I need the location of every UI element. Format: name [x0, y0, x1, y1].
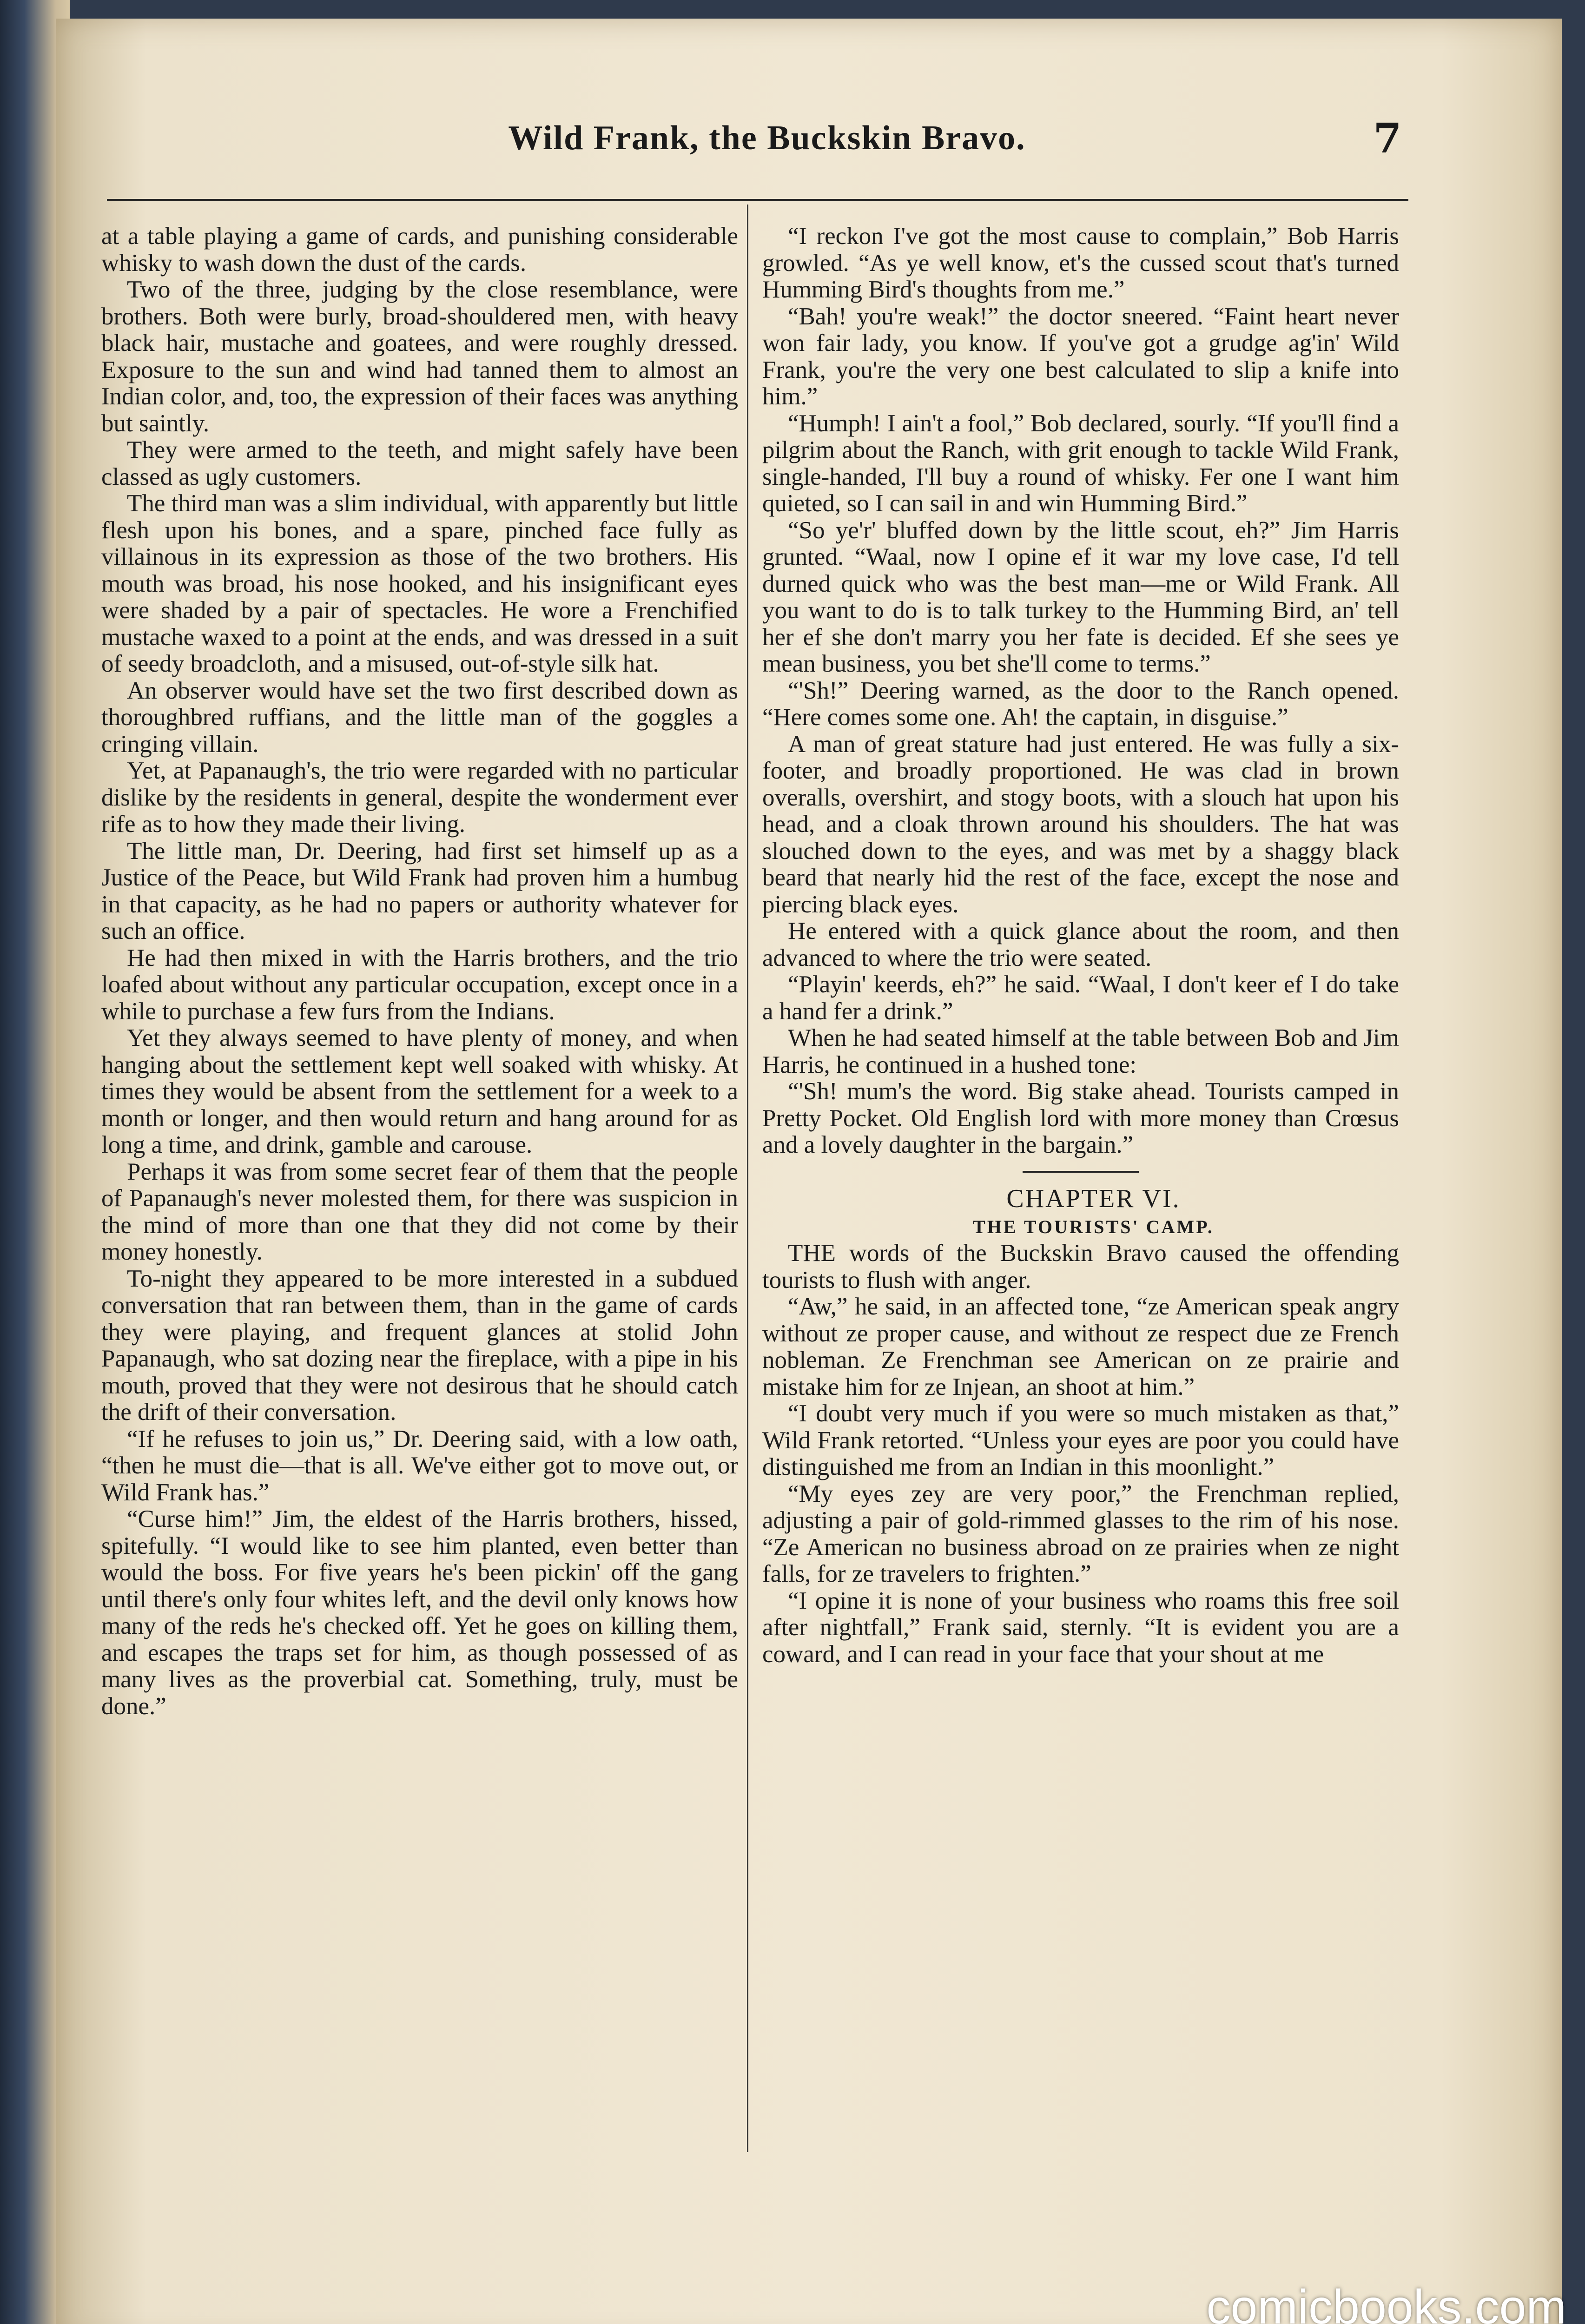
paragraph: “'Sh!” Deering warned, as the door to the Ranch opened. “Here comes some one. Ah! the captain, in disguise.”	[762, 677, 1399, 731]
paragraph: THE words of the Buckskin Bravo caused the offending tourists to flush with anger.	[762, 1240, 1399, 1294]
paragraph: “If he refuses to join us,” Dr. Deering said, with a low oath, “then he must die—that is all. We've either got to move out, or Wild Frank has.”	[101, 1425, 738, 1506]
paragraph: “So ye'r' bluffed down by the little scout, eh?” Jim Harris grunted. “Waal, now I opine ef it war my love case, I'd tell durned quick who was the best man—me or Wild Frank. All you want to do is to talk turkey to the Humming Bird, an' tell her ef she don't marry you her fate is decided. Ef she sees ye mean business, you bet she'll come to terms.”	[762, 516, 1399, 677]
chapter-subtitle: THE TOURISTS' CAMP.	[973, 1216, 1214, 1237]
watermark: comicbooks.com	[1206, 2280, 1566, 2324]
left-column	[101, 223, 738, 1720]
paragraph: The little man, Dr. Deering, had first set himself up as a Justice of the Peace, but Wild Frank had proven him a humbug in that capacity, as he had no papers or authority whatever for such an office.	[101, 837, 738, 944]
paragraph: “Aw,” he said, in an affected tone, “ze American speak angry without ze proper cause, and without ze respect due ze French nobleman. Ze Frenchman see American on ze prairie and mistake him for ze Injean, an shoot at him.”	[762, 1293, 1399, 1400]
paragraph: “I reckon I've got the most cause to complain,” Bob Harris growled. “As ye well know, et's the cussed scout that's turned Humming Bird's thoughts from me.”	[762, 223, 1399, 303]
chapter-title: CHAPTER VI.	[1006, 1184, 1181, 1213]
header-rule	[107, 199, 1408, 201]
column-divider	[747, 205, 748, 2152]
paragraph: The third man was a slim individual, with apparently but little flesh upon his bones, and a spare, pinched face fully as villainous in its expression as those of the two brothers. His mouth was broad, his nose hooked, and his insignificant eyes were shaded by a pair of spectacles. He wore a Frenchified mustache waxed to a point at the ends, and was dressed in a suit of seedy broadcloth, and a misused, out-of-style silk hat.	[101, 490, 738, 677]
paragraph: at a table playing a game of cards, and punishing considerable whisky to wash down the dust of the cards.	[101, 223, 738, 277]
paragraph: A man of great stature had just entered. He was fully a six-footer, and broadly proportioned. He was clad in brown overalls, overshirt, and stogy boots, with a slouch hat upon his head, and a cloak thrown around his shoulders. The hat was slouched down to the eyes, and was met by a shaggy black beard that nearly hid the rest of the face, except the nose and piercing black eyes.	[762, 730, 1399, 918]
paragraph: “I opine it is none of your business who roams this free soil after nightfall,” Frank said, sternly. “It is evident you are a coward, and I can read in your face that your shout at me	[762, 1587, 1399, 1668]
paragraph: When he had seated himself at the table between Bob and Jim Harris, he continued in a hushed tone:	[762, 1024, 1399, 1078]
paragraph: An observer would have set the two first described down as thoroughbred ruffians, and the little man of the goggles a cringing villain.	[101, 677, 738, 758]
paragraph: Yet, at Papanaugh's, the trio were regarded with no particular dislike by the residents in general, despite the wonderment ever rife as to how they made their living.	[101, 757, 738, 838]
paragraph: “'Sh! mum's the word. Big stake ahead. Tourists camped in Pretty Pocket. Old English lord with more money than Crœsus and a lovely daughter in the bargain.”	[762, 1078, 1399, 1158]
paragraph: “My eyes zey are very poor,” the Frenchman replied, adjusting a pair of gold-rimmed glasses to the rim of his nose. “Ze American no business abroad on ze prairies when ze night falls, for ze travelers to frighten.”	[762, 1480, 1399, 1587]
paragraph: “I doubt very much if you were so much mistaken as that,” Wild Frank retorted. “Unless your eyes are poor you could have distinguished me from an Indian in this moonlight.”	[762, 1400, 1399, 1480]
paragraph: Two of the three, judging by the close resemblance, were brothers. Both were burly, broad-shouldered men, with heavy black hair, mustache and goatees, and were roughly dressed. Exposure to the sun and wind had tanned them to almost an Indian color, and, too, the expression of their faces was anything but saintly.	[101, 276, 738, 437]
paragraph: Yet they always seemed to have plenty of money, and when hanging about the settlement kept well soaked with whisky. At times they would be absent from the settlement for a week to a month or longer, and then would return and hang around for as long a time, and drink, gamble and carouse.	[101, 1024, 738, 1158]
page-number: 7	[1373, 114, 1402, 162]
paragraph: “Playin' keerds, eh?” he said. “Waal, I don't keer ef I do take a hand fer a drink.”	[762, 971, 1399, 1025]
paragraph: “Bah! you're weak!” the doctor sneered. “Faint heart never won fair lady, you know. If you've got a grudge ag'in' Wild Frank, you're the very one best calculated to slip a knife into him.”	[762, 303, 1399, 410]
paragraph: To-night they appeared to be more interested in a subdued conversation that ran between them, than in the game of cards they were playing, and frequent glances at stolid John Papanaugh, who sat dozing near the fireplace, with a pipe in his mouth, proved that they were not desirous that he should catch the drift of their conversation.	[101, 1265, 738, 1426]
chapter-rule	[1023, 1171, 1139, 1173]
paragraph: “Curse him!” Jim, the eldest of the Harris brothers, hissed, spitefully. “I would like to see him planted, even better than would the boss. For five years he's been pickin' off the gang until there's only four whites left, and the devil only knows how many of the reds he's checked off. Yet he goes on killing them, and escapes the traps set for him, as though possessed of as many lives as the proverbial cat. Something, truly, must be done.”	[101, 1505, 738, 1720]
right-column	[762, 223, 1399, 1668]
paragraph: He entered with a quick glance about the room, and then advanced to where the trio were seated.	[762, 918, 1399, 971]
paragraph: Perhaps it was from some secret fear of them that the people of Papanaugh's never molested them, for there was suspicion in the mind of more than one that they did not come by their money honestly.	[101, 1158, 738, 1265]
paragraph: He had then mixed in with the Harris brothers, and the trio loafed about without any particular occupation, except once in a while to purchase a few furs from the Indians.	[101, 944, 738, 1025]
paragraph: They were armed to the teeth, and might safely have been classed as ugly customers.	[101, 436, 738, 490]
running-header-title: Wild Frank, the Buckskin Bravo.	[508, 119, 1026, 157]
paragraph: “Humph! I ain't a fool,” Bob declared, sourly. “If you'll find a pilgrim about the Ranch, with grit enough to tackle Wild Frank, single-handed, I'll buy a round of whisky. Fer one I want him quieted, so I can sail in and win Humming Bird.”	[762, 409, 1399, 517]
